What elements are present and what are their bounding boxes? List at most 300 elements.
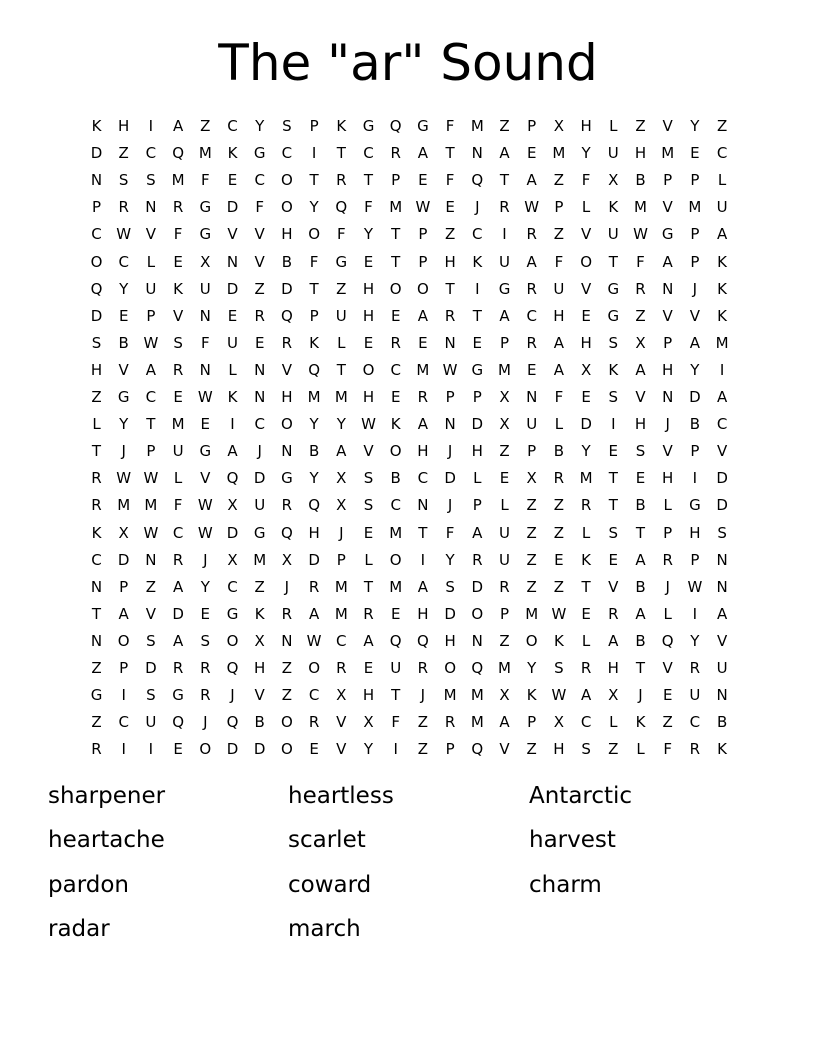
grid-letter: H [281, 388, 293, 406]
grid-letter: E [390, 306, 401, 325]
grid-letter: N [716, 550, 728, 569]
word-list-item: pardon [48, 872, 129, 898]
grid-letter: R [689, 740, 701, 759]
grid-letter: I [148, 117, 154, 135]
grid-letter: C [254, 415, 265, 434]
grid-letter: O [525, 631, 538, 650]
grid-letter: S [635, 442, 646, 461]
grid-letter: D [172, 604, 184, 623]
grid-letter: B [689, 415, 701, 434]
grid-letter: P [663, 523, 673, 542]
grid-letter: C [145, 388, 157, 406]
grid-letter: J [257, 442, 262, 461]
grid-letter: W [197, 388, 213, 406]
grid-letter: D [444, 469, 456, 488]
grid-letter: S [118, 171, 129, 190]
grid-letter: U [607, 144, 619, 163]
grid-letter: M [334, 388, 348, 406]
grid-letter: A [662, 252, 673, 271]
grid-letter: P [418, 252, 428, 271]
grid-letter: H [444, 252, 456, 271]
grid-letter: E [363, 659, 374, 677]
grid-letter: P [690, 225, 700, 244]
grid-letter: R [580, 659, 592, 677]
grid-letter: N [471, 144, 483, 163]
grid-letter: U [227, 333, 238, 352]
grid-letter: P [309, 306, 319, 325]
grid-letter: X [336, 686, 347, 705]
grid-letter: Q [389, 631, 402, 650]
grid-row [83, 736, 743, 763]
grid-letter: G [172, 686, 184, 705]
grid-letter: Q [172, 713, 184, 732]
grid-letter: D [580, 415, 592, 434]
grid-letter: M [498, 360, 511, 379]
grid-letter: C [390, 360, 401, 379]
grid-letter: Q [471, 740, 484, 759]
grid-letter: K [390, 415, 401, 434]
grid-letter: Y [255, 117, 265, 135]
grid-letter: R [417, 659, 429, 677]
grid-letter: K [227, 144, 238, 163]
grid-letter: D [226, 740, 239, 759]
grid-letter: R [200, 686, 211, 705]
grid-letter: K [526, 686, 537, 705]
grid-letter: O [471, 604, 484, 623]
grid-letter: I [611, 415, 616, 434]
grid-letter: T [363, 171, 374, 190]
grid-letter: V [580, 225, 592, 244]
grid-letter: Z [526, 577, 537, 596]
grid-letter: T [581, 577, 591, 596]
grid-letter: R [526, 225, 537, 244]
grid-letter: N [254, 388, 266, 406]
grid-letter: R [91, 740, 102, 759]
grid-letter: I [420, 550, 426, 569]
grid-letter: F [200, 333, 210, 352]
grid-letter: O [117, 631, 130, 650]
grid-letter: N [662, 388, 674, 406]
grid-letter: K [91, 117, 102, 135]
grid-letter: A [716, 604, 728, 623]
grid-letter: V [336, 713, 347, 732]
grid-row [83, 167, 743, 194]
grid-letter: U [145, 713, 157, 732]
grid-letter: Z [91, 388, 102, 406]
grid-letter: U [390, 659, 402, 677]
grid-letter: E [227, 171, 238, 190]
grid-letter: A [145, 360, 157, 379]
grid-letter: S [445, 577, 455, 596]
grid-letter: H [281, 225, 293, 244]
grid-letter: X [200, 252, 211, 271]
grid-letter: T [418, 523, 428, 542]
grid-letter: N [90, 171, 103, 190]
grid-letter: U [199, 279, 211, 298]
grid-letter: O [280, 740, 293, 759]
grid-row [83, 574, 743, 601]
grid-letter: I [475, 279, 480, 298]
grid-letter: K [173, 279, 184, 298]
grid-row [83, 655, 743, 682]
grid-letter: M [253, 550, 267, 569]
grid-letter: V [635, 388, 646, 406]
grid-letter: W [687, 577, 703, 596]
grid-letter: Q [172, 144, 184, 163]
grid-letter: R [444, 713, 456, 732]
grid-letter: C [336, 631, 347, 650]
grid-letter: J [420, 686, 426, 705]
grid-letter: M [334, 577, 348, 596]
grid-letter: O [362, 360, 375, 379]
grid-letter: H [553, 740, 565, 759]
grid-letter: L [636, 740, 645, 759]
grid-letter: M [634, 198, 647, 217]
grid-letter: E [608, 442, 619, 461]
grid-letter: U [553, 279, 565, 298]
grid-letter: K [608, 360, 619, 379]
grid-letter: T [336, 144, 346, 163]
grid-letter: Z [145, 577, 157, 596]
word-list-item: scarlet [288, 827, 366, 853]
grid-letter: E [173, 740, 183, 759]
grid-letter: N [226, 252, 239, 271]
grid-letter: N [145, 550, 157, 569]
grid-letter: T [309, 171, 319, 190]
grid-letter: B [390, 469, 401, 488]
grid-letter: C [118, 713, 129, 732]
grid-letter: J [447, 496, 453, 515]
grid-letter: T [336, 360, 346, 379]
grid-letter: X [499, 415, 510, 434]
grid-row [83, 140, 743, 167]
grid-letter: E [581, 388, 591, 406]
grid-letter: S [363, 469, 374, 488]
grid-letter: W [551, 604, 567, 623]
grid-letter: C [526, 306, 537, 325]
grid-letter: H [90, 360, 103, 379]
grid-letter: S [608, 333, 619, 352]
grid-letter: V [145, 604, 157, 623]
grid-letter: N [662, 279, 674, 298]
grid-letter: Z [200, 117, 211, 135]
grid-letter: Z [662, 713, 673, 732]
grid-letter: N [90, 577, 103, 596]
grid-letter: O [389, 279, 402, 298]
grid-letter: P [309, 117, 319, 135]
grid-letter: E [363, 252, 374, 271]
grid-letter: S [554, 659, 564, 677]
grid-letter: A [417, 415, 429, 434]
grid-letter: G [661, 225, 674, 244]
grid-letter: Y [309, 415, 319, 434]
grid-letter: H [634, 144, 647, 163]
grid-letter: X [118, 523, 129, 542]
grid-letter: M [117, 496, 131, 515]
grid-letter: M [715, 333, 729, 352]
grid-letter: Y [581, 442, 591, 461]
grid-letter: R [662, 550, 673, 569]
grid-letter: P [146, 306, 156, 325]
grid-letter: V [118, 360, 129, 379]
grid-letter: N [90, 631, 103, 650]
grid-letter: A [227, 442, 238, 461]
grid-letter: N [526, 388, 538, 406]
grid-letter: V [689, 306, 701, 325]
grid-letter: Z [553, 171, 565, 190]
grid-row [83, 384, 743, 411]
grid-letter: I [692, 604, 698, 623]
grid-letter: D [689, 388, 701, 406]
grid-letter: T [391, 225, 401, 244]
grid-letter: Z [254, 577, 265, 596]
grid-letter: D [253, 469, 266, 488]
grid-letter: F [255, 198, 264, 217]
grid-letter: H [662, 469, 674, 488]
word-list-item: radar [48, 916, 110, 942]
grid-letter: G [362, 117, 375, 135]
grid-letter: F [445, 171, 455, 190]
grid-letter: T [445, 144, 455, 163]
grid-letter: W [197, 496, 213, 515]
grid-letter: N [444, 333, 456, 352]
grid-letter: P [690, 442, 700, 461]
grid-letter: D [444, 604, 456, 623]
grid-letter: E [254, 333, 265, 352]
grid-letter: P [527, 713, 537, 732]
grid-letter: X [526, 469, 537, 488]
grid-letter: T [363, 577, 374, 596]
grid-letter: W [524, 198, 540, 217]
grid-letter: Y [690, 117, 700, 135]
grid-letter: H [417, 442, 429, 461]
grid-letter: D [253, 740, 266, 759]
grid-letter: K [227, 388, 238, 406]
grid-letter: R [553, 469, 565, 488]
grid-letter: B [635, 577, 646, 596]
grid-letter: I [121, 686, 126, 705]
word-list-item: harvest [529, 827, 616, 853]
grid-letter: F [636, 252, 645, 271]
grid-letter: E [200, 415, 211, 434]
grid-letter: X [336, 469, 347, 488]
grid-letter: A [635, 550, 646, 569]
grid-letter: L [581, 523, 591, 542]
grid-letter: B [254, 713, 265, 732]
grid-letter: H [444, 631, 456, 650]
grid-letter: P [445, 388, 455, 406]
grid-letter: L [581, 198, 591, 217]
grid-letter: M [144, 496, 158, 515]
grid-letter: R [689, 659, 701, 677]
grid-letter: G [253, 144, 266, 163]
grid-letter: O [280, 171, 293, 190]
grid-letter: P [391, 171, 401, 190]
grid-letter: C [145, 144, 157, 163]
grid-letter: R [336, 659, 347, 677]
grid-letter: U [499, 523, 510, 542]
grid-letter: I [230, 415, 235, 434]
grid-letter: T [608, 252, 618, 271]
grid-letter: D [90, 144, 103, 163]
grid-letter: H [553, 306, 565, 325]
grid-letter: L [609, 117, 618, 135]
grid-letter: F [445, 523, 455, 542]
grid-letter: T [146, 415, 156, 434]
grid-letter: P [663, 333, 673, 352]
grid-row [83, 682, 743, 709]
grid-letter: V [281, 360, 293, 379]
grid-letter: K [91, 523, 102, 542]
grid-letter: Y [527, 659, 537, 677]
grid-letter: J [230, 686, 235, 705]
grid-letter: L [92, 415, 101, 434]
grid-letter: R [200, 659, 211, 677]
grid-letter: N [145, 198, 157, 217]
grid-letter: W [361, 415, 376, 434]
grid-letter: R [172, 360, 184, 379]
grid-letter: O [280, 713, 293, 732]
grid-letter: J [475, 198, 480, 217]
grid-row [83, 330, 743, 357]
grid-letter: A [526, 171, 537, 190]
grid-row [83, 411, 743, 438]
grid-letter: G [253, 523, 266, 542]
grid-letter: Z [91, 713, 102, 732]
grid-letter: G [417, 117, 429, 135]
grid-letter: I [692, 469, 698, 488]
grid-letter: C [172, 523, 184, 542]
grid-letter: S [146, 631, 156, 650]
grid-letter: R [336, 171, 347, 190]
grid-letter: U [172, 442, 184, 461]
grid-letter: Z [608, 740, 619, 759]
grid-letter: R [281, 496, 293, 515]
grid-letter: Q [280, 523, 293, 542]
grid-letter: Z [553, 523, 565, 542]
grid-letter: T [445, 279, 455, 298]
grid-row [83, 492, 743, 519]
grid-letter: J [692, 279, 698, 298]
grid-letter: P [663, 171, 673, 190]
grid-letter: T [309, 279, 319, 298]
grid-letter: T [635, 523, 646, 542]
grid-letter: E [227, 306, 238, 325]
grid-letter: U [499, 252, 510, 271]
grid-letter: N [281, 442, 293, 461]
grid-letter: O [444, 659, 456, 677]
grid-letter: P [146, 442, 156, 461]
grid-letter: Q [226, 713, 239, 732]
grid-letter: Z [254, 279, 265, 298]
grid-letter: D [471, 577, 484, 596]
grid-letter: S [146, 171, 156, 190]
grid-letter: A [336, 442, 347, 461]
grid-letter: H [662, 360, 674, 379]
grid-letter: Z [553, 496, 565, 515]
grid-letter: C [580, 713, 592, 732]
grid-letter: A [472, 523, 483, 542]
grid-letter: V [580, 279, 592, 298]
grid-letter: H [580, 333, 592, 352]
grid-letter: W [143, 333, 159, 352]
grid-letter: G [607, 306, 620, 325]
grid-letter: E [173, 388, 183, 406]
grid-letter: Z [499, 442, 510, 461]
grid-letter: H [308, 523, 320, 542]
grid-letter: L [228, 360, 237, 379]
grid-letter: O [308, 225, 320, 244]
grid-letter: V [716, 442, 728, 461]
grid-letter: M [470, 117, 484, 135]
grid-letter: Y [581, 144, 591, 163]
grid-letter: M [661, 144, 675, 163]
grid-letter: X [254, 631, 265, 650]
grid-letter: K [336, 117, 347, 135]
grid-letter: Z [635, 306, 646, 325]
grid-letter: H [118, 117, 130, 135]
grid-letter: T [391, 252, 401, 271]
grid-letter: A [172, 117, 184, 135]
grid-letter: E [118, 306, 129, 325]
grid-letter: Q [416, 631, 429, 650]
grid-letter: I [393, 740, 398, 759]
grid-letter: G [471, 360, 484, 379]
grid-letter: Y [690, 360, 700, 379]
grid-letter: T [391, 686, 401, 705]
grid-letter: H [607, 659, 619, 677]
grid-letter: R [472, 550, 483, 569]
grid-letter: P [336, 550, 346, 569]
grid-letter: S [608, 523, 619, 542]
grid-letter: Q [226, 469, 239, 488]
grid-letter: Y [309, 469, 319, 488]
grid-letter: F [200, 171, 210, 190]
grid-letter: Y [309, 198, 319, 217]
grid-letter: H [254, 659, 266, 677]
grid-letter: X [608, 171, 619, 190]
grid-letter: F [581, 171, 591, 190]
grid-letter: Z [716, 117, 728, 135]
grid-letter: V [662, 442, 673, 461]
grid-letter: W [415, 198, 431, 217]
grid-letter: M [389, 577, 403, 596]
grid-letter: T [635, 659, 646, 677]
grid-letter: Z [526, 740, 537, 759]
grid-letter: C [689, 713, 701, 732]
grid-letter: M [579, 469, 593, 488]
grid-letter: L [663, 496, 672, 515]
grid-letter: A [363, 631, 374, 650]
grid-letter: K [717, 740, 728, 759]
grid-letter: B [635, 496, 646, 515]
grid-letter: O [389, 442, 402, 461]
grid-letter: W [551, 686, 567, 705]
grid-letter: E [173, 252, 183, 271]
grid-letter: Y [119, 415, 129, 434]
grid-letter: D [226, 198, 239, 217]
grid-letter: V [662, 306, 673, 325]
grid-letter: E [690, 144, 700, 163]
grid-letter: R [308, 713, 320, 732]
grid-letter: H [634, 415, 647, 434]
grid-letter: M [389, 523, 403, 542]
grid-letter: F [391, 713, 400, 732]
grid-letter: L [581, 631, 591, 650]
grid-letter: V [499, 740, 510, 759]
grid-letter: Y [363, 225, 374, 244]
grid-letter: D [226, 279, 239, 298]
